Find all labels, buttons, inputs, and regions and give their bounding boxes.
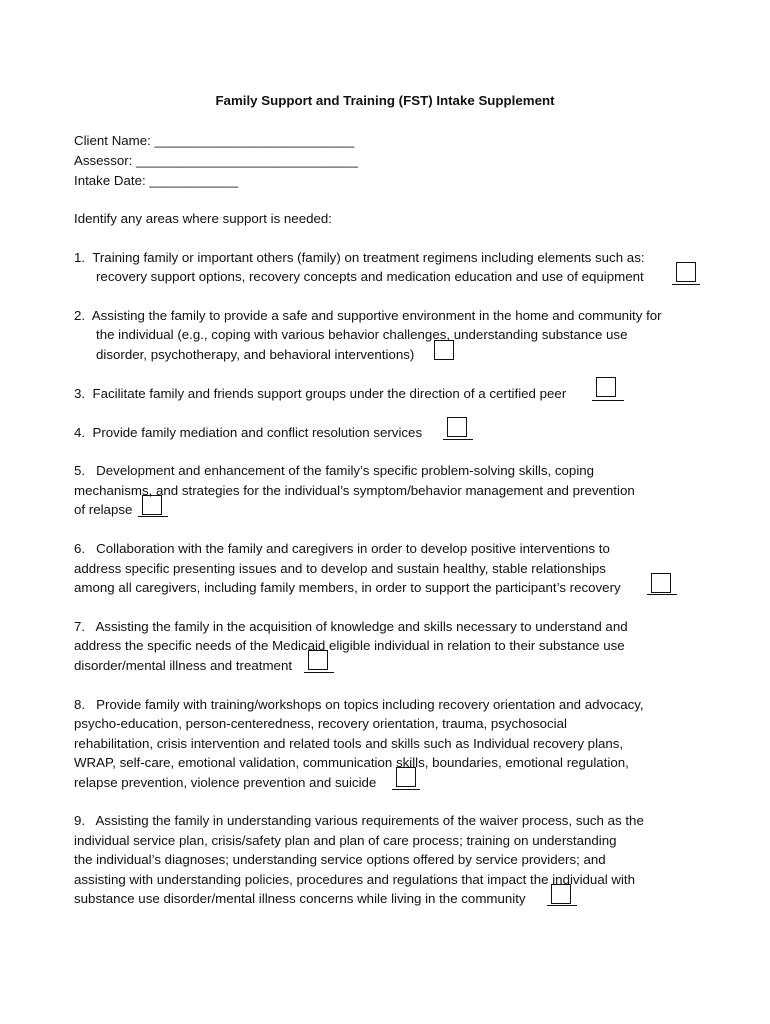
item-line: WRAP, self-care, emotional validation, communication skills, boundaries, emotional regulation, (74, 755, 629, 770)
item-line: assisting with understanding policies, procedures and regulations that impact the individual with (74, 872, 636, 887)
client-name-field[interactable]: Client Name: ___________________________ (74, 133, 355, 148)
item-8-checkbox[interactable] (396, 767, 416, 787)
item-line: 8. Provide family with training/workshops on topics including recovery orientation and advocacy, (74, 697, 644, 712)
item-line: 6. Collaboration with the family and caregivers in order to develop positive interventions to (74, 541, 610, 556)
item-line: 4. Provide family mediation and conflict resolution services (74, 425, 423, 440)
item-line: disorder, psychotherapy, and behavioral interventions) (96, 347, 415, 362)
item-line: among all caregivers, including family members, in order to support the participant’s recovery (74, 580, 621, 595)
item-6-checkbox[interactable] (651, 573, 671, 593)
item-line: individual service plan, crisis/safety plan and plan of care process; training on understanding (74, 833, 617, 848)
item-line: mechanisms, and strategies for the individual’s symptom/behavior management and prevention (74, 483, 635, 498)
item-7-checkbox[interactable] (308, 650, 328, 670)
intake-date-field[interactable]: Intake Date: ____________ (74, 173, 239, 188)
item-line: psycho-education, person-centeredness, recovery orientation, trauma, psychosocial (74, 716, 567, 731)
item-7-answer-line (304, 672, 334, 673)
item-line: 1. Training family or important others (family) on treatment regimens including elements such as: (74, 250, 645, 265)
form-title: Family Support and Training (FST) Intake Supplement (215, 93, 555, 108)
item-line: recovery support options, recovery concepts and medication education and use of equipment (96, 269, 644, 284)
item-line: 5. Development and enhancement of the family’s specific problem-solving skills, coping (74, 463, 595, 478)
item-4-answer-line (443, 439, 473, 440)
item-6-answer-line (647, 594, 677, 595)
item-line: of relapse (74, 502, 133, 517)
item-4-checkbox[interactable] (447, 417, 467, 437)
item-1-answer-line (672, 284, 700, 285)
item-line: 7. Assisting the family in the acquisition of knowledge and skills necessary to understand and (74, 619, 628, 634)
item-2-checkbox[interactable] (434, 340, 454, 360)
item-line: relapse prevention, violence prevention and suicide (74, 775, 377, 790)
item-3-answer-line (592, 400, 624, 401)
item-line: address specific presenting issues and to develop and sustain healthy, stable relationships (74, 561, 606, 576)
item-line: rehabilitation, crisis intervention and related tools and skills such as Individual recovery plans, (74, 736, 624, 751)
item-3-checkbox[interactable] (596, 377, 616, 397)
item-line: address the specific needs of the Medicaid eligible individual in relation to their substance use (74, 638, 625, 653)
item-8-answer-line (392, 789, 420, 790)
instructions-text: Identify any areas where support is needed: (74, 211, 332, 226)
item-line: the individual’s diagnoses; understanding service options offered by service providers; and (74, 852, 606, 867)
item-line: 3. Facilitate family and friends support groups under the direction of a certified peer (74, 386, 567, 401)
item-5-checkbox[interactable] (142, 495, 162, 515)
item-line: disorder/mental illness and treatment (74, 658, 293, 673)
item-line: substance use disorder/mental illness concerns while living in the community (74, 891, 526, 906)
item-9-answer-line (547, 905, 577, 906)
item-1-checkbox[interactable] (676, 262, 696, 282)
item-line: the individual (e.g., coping with various behavior challenges, understanding substance use (96, 327, 628, 342)
assessor-field[interactable]: Assessor: ______________________________ (74, 153, 358, 168)
item-5-answer-line (138, 516, 168, 517)
item-9-checkbox[interactable] (551, 884, 571, 904)
item-line: 9. Assisting the family in understanding various requirements of the waiver process, such as the (74, 813, 644, 828)
item-line: 2. Assisting the family to provide a safe and supportive environment in the home and community for (74, 308, 662, 323)
